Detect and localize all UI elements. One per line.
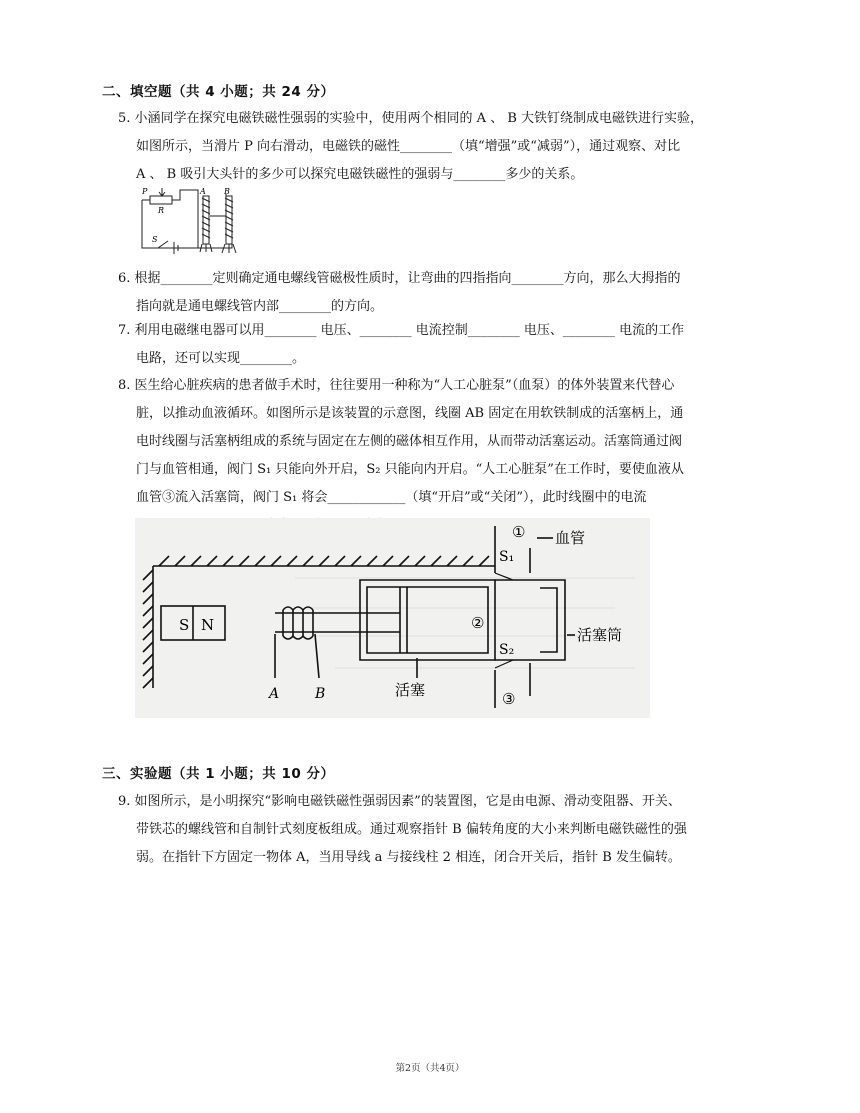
question-7-line-2: 电路，还可以实现________。: [136, 351, 306, 366]
question-8-line-3: 电时线圈与活塞柄组成的系统与固定在左侧的磁体相互作用，从而带动活塞运动。活塞筒通过阀: [136, 434, 683, 449]
label-p: P: [142, 187, 148, 196]
question-9-line-1: 9. 如图所示，是小明探究“影响电磁铁磁性强弱因素”的装置图，它是由电源、滑动变阻器、开关、: [118, 794, 681, 809]
valve-s2-label: S₂: [499, 642, 515, 658]
question-8-line-2: 脏，以推动血液循环。如图所示是该装置的示意图，线圈 AB 固定在用软铁制成的活塞柄上，通: [136, 406, 684, 421]
heart-pump-figure: [135, 518, 650, 718]
question-5-line-2: 如图所示，当滑片 P 向右滑动，电磁铁的磁性________（填“增强”或“减弱”），通过观察、对比: [136, 139, 681, 154]
label-s: S: [152, 235, 158, 244]
piston-label: 活塞: [395, 681, 426, 699]
coil-label-b: B: [315, 686, 326, 702]
magnet-label-s: S: [179, 616, 190, 634]
section-3-title: 三、实验题（共 1 小题；共 10 分）: [102, 766, 335, 782]
question-9-line-3: 弱。在指针下方固定一物体 A，当用导线 a 与接线柱 2 相连，闭合开关后，指针 B 发生偏转。: [136, 850, 681, 865]
section-2-title: 二、填空题（共 4 小题；共 24 分）: [102, 84, 335, 100]
label-vessel-1: ①: [512, 523, 526, 541]
question-7-line-1: 7. 利用电磁继电器可以用________ 电压、________ 电流控制________ 电压、________ 电流的工作: [118, 323, 685, 338]
question-8-line-4: 门与血管相通，阀门 S₁ 只能向外开启，S₂ 只能向内开启。“人工心脏泵”在工作时，要使血液从: [136, 462, 684, 477]
blood-vessel-label: 血管: [555, 529, 586, 547]
question-6-line-2: 指向就是通电螺线管内部________的方向。: [136, 299, 384, 314]
piston-cylinder-label: 活塞筒: [577, 626, 623, 644]
question-5-line-3: A 、 B 吸引大头针的多少可以探究电磁铁磁性的强弱与________多少的关系。: [136, 167, 584, 182]
page-footer: 第2页（共4页）: [395, 1063, 465, 1074]
question-5-line-1: 5. 小涵同学在探究电磁铁磁性强弱的实验中，使用两个相同的 A 、 B 大铁钉绕制成电磁铁进行实验，: [118, 111, 704, 126]
coil-label-a: A: [269, 686, 280, 702]
question-6-line-1: 6. 根据________定则确定通电螺线管磁极性质时，让弯曲的四指指向________方向，那么大拇指的: [118, 271, 681, 286]
valve-s1-label: S₁: [499, 549, 515, 565]
question-9-line-2: 带铁芯的螺线管和自制针式刻度板组成。通过观察指针 B 偏转角度的大小来判断电磁铁磁性的强: [136, 822, 687, 837]
magnet-label-n: N: [201, 616, 215, 634]
electromagnet-circuit-figure: [136, 186, 251, 256]
label-a: A: [200, 187, 206, 196]
label-vessel-3: ③: [502, 690, 516, 708]
question-8-line-5: 血管③流入活塞筒，阀门 S₁ 将会____________（填“开启”或“关闭”），此时线圈中的电流: [136, 490, 647, 505]
question-8-line-1: 8. 医生给心脏疾病的患者做手术时，往往要用一种称为“人工心脏泵”（血泵）的体外装置来代替心: [118, 378, 675, 393]
label-cylinder-2: ②: [471, 614, 485, 632]
label-b: B: [224, 187, 230, 196]
label-r: R: [158, 206, 165, 215]
